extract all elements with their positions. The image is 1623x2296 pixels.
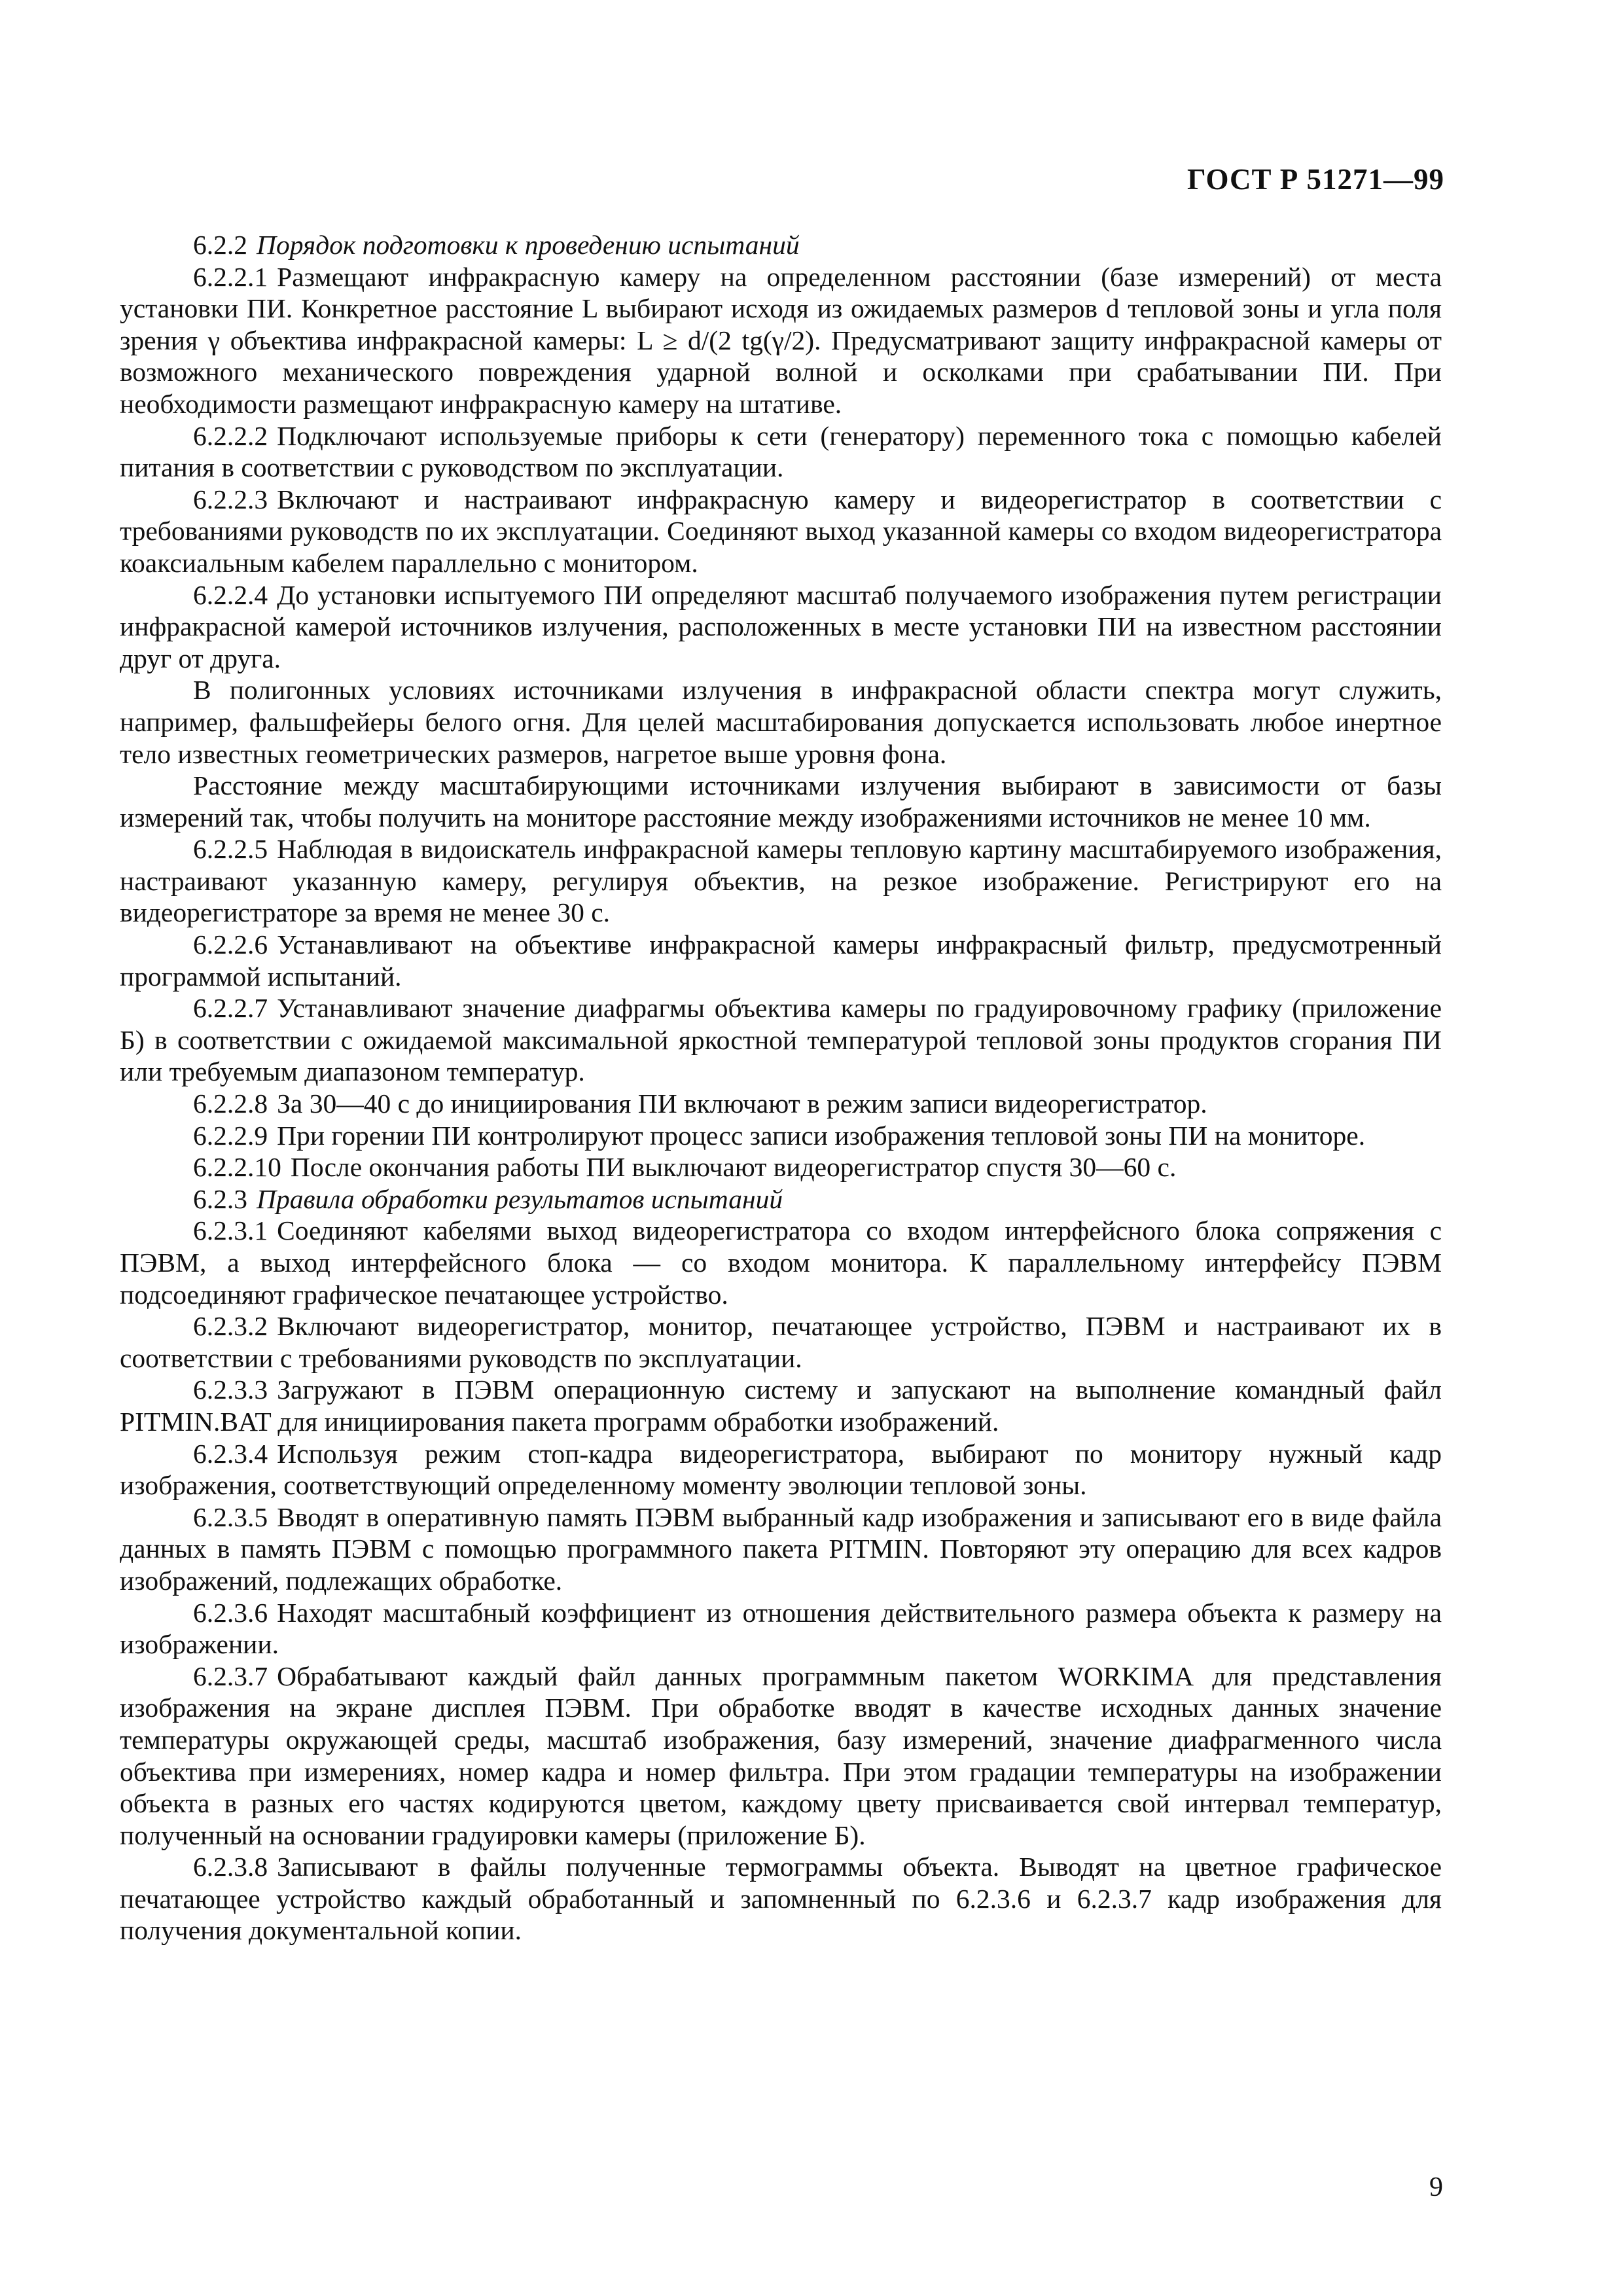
clause-6-2-3-7 bbox=[120, 1660, 1442, 1852]
clause-6-2-2 bbox=[120, 229, 1442, 261]
clause-text: Загружают в ПЭВМ операционную систему и запускают на выполнение командный файл PITMIN.BAT для инициирования пакета программ обработки изображений. bbox=[120, 1374, 1442, 1437]
clause-6-2-2-9 bbox=[120, 1120, 1442, 1152]
clause-6-2-2-6 bbox=[120, 929, 1442, 992]
clause-number: 6.2.2.6 bbox=[193, 929, 268, 960]
clause-text: Вводят в оперативную память ПЭВМ выбранный кадр изображения и записывают его в виде файла данных в память ПЭВМ с помощью программного пакета PITMIN. Повторяют эту операцию для всех кадров изображений, подлежащих обработке. bbox=[120, 1501, 1442, 1596]
clause-text: Находят масштабный коэффициент из отношения действительного размера объекта к размеру на изображении. bbox=[120, 1597, 1442, 1660]
section-heading: Порядок подготовки к проведению испытаний bbox=[257, 230, 800, 260]
clause-6-2-2-1 bbox=[120, 261, 1442, 420]
clause-6-2-2-4 bbox=[120, 579, 1442, 675]
clause-number: 6.2.2.8 bbox=[193, 1088, 268, 1119]
clause-number: 6.2.3 bbox=[193, 1183, 247, 1214]
clause-6-2-2-10 bbox=[120, 1151, 1442, 1183]
clause-number: 6.2.3.2 bbox=[193, 1311, 268, 1342]
clause-text: Устанавливают на объективе инфракрасной камеры инфракрасный фильтр, предусмотренный программой испытаний. bbox=[120, 929, 1442, 992]
clause-number: 6.2.2.10 bbox=[193, 1152, 281, 1183]
section-heading: Правила обработки результатов испытаний bbox=[257, 1183, 783, 1214]
clause-number: 6.2.2.1 bbox=[193, 261, 268, 292]
clause-text: Включают и настраивают инфракрасную камеру и видеорегистратор в соответствии с требованиями руководств по их эксплуатации. Соединяют выход указанной камеры со входом видеорегистратора коаксиальным кабелем параллельно с монитором. bbox=[120, 484, 1442, 578]
clause-6-2-3-1 bbox=[120, 1215, 1442, 1310]
clause-text: Обрабатывают каждый файл данных программным пакетом WORKIMA для представления изображения на экране дисплея ПЭВМ. При обработке вводят в качестве исходных данных значение температуры окружающей среды, масштаб изображения, базу измерений, значение диафрагменного числа объектива при измерениях, номер кадра и номер фильтра. При этом градации температуры на изображении объекта в разных его частях кодируются цветом, каждому цвету присваивается свой интервал температур, полученный на основании градуировки камеры (приложение Б). bbox=[120, 1660, 1442, 1850]
clause-number: 6.2.2.3 bbox=[193, 484, 268, 514]
clause-6-2-2-7 bbox=[120, 992, 1442, 1088]
clause-text: Используя режим стоп-кадра видеорегистратора, выбирают по монитору нужный кадр изображения, соответствующий определенному моменту эволюции тепловой зоны. bbox=[120, 1438, 1442, 1501]
clause-text: Размещают инфракрасную камеру на определенном расстоянии (базе измерений) от места установки ПИ. Конкретное расстояние L выбирают исходя из ожидаемых размеров d тепловой зоны и угла поля зрения γ объектива инфракрасной камеры: L ≥ d/(2 tg(γ/2). Предусматривают защиту инфракрасной камеры от возможного механического повреждения ударной волной и осколками при срабатывании ПИ. При необходимости размещают инфракрасную камеру на штативе. bbox=[120, 261, 1442, 419]
clause-6-2-2-5 bbox=[120, 833, 1442, 929]
clause-number: 6.2.3.6 bbox=[193, 1597, 268, 1628]
clause-6-2-3-4 bbox=[120, 1438, 1442, 1501]
clause-number: 6.2.2.5 bbox=[193, 834, 268, 865]
clause-6-2-2-2 bbox=[120, 420, 1442, 484]
document-body bbox=[120, 229, 1442, 1946]
clause-6-2-3 bbox=[120, 1183, 1442, 1215]
clause-6-2-3-6 bbox=[120, 1597, 1442, 1660]
clause-number: 6.2.2.4 bbox=[193, 579, 268, 610]
clause-text: Включают видеорегистратор, монитор, печатающее устройство, ПЭВМ и настраивают их в соответствии с требованиями руководств по эксплуатации. bbox=[120, 1311, 1442, 1373]
clause-6-2-3-5 bbox=[120, 1501, 1442, 1597]
clause-number: 6.2.3.1 bbox=[193, 1215, 268, 1246]
clause-text: После окончания работы ПИ выключают видеорегистратор спустя 30—60 с. bbox=[290, 1152, 1177, 1183]
clause-number: 6.2.3.4 bbox=[193, 1438, 268, 1469]
clause-number: 6.2.2 bbox=[193, 230, 247, 260]
clause-text: До установки испытуемого ПИ определяют масштаб получаемого изображения путем регистрации инфракрасной камерой источников излучения, расположенных в месте установки ПИ на известном расстоянии друг от друга. bbox=[120, 579, 1442, 673]
clause-text: Устанавливают значение диафрагмы объектива камеры по градуировочному графику (приложение Б) в соответствии с ожидаемой максимальной яркостной температурой тепловой зоны продуктов сгорания ПИ или требуемым диапазоном температур. bbox=[120, 993, 1442, 1087]
clause-number: 6.2.2.2 bbox=[193, 420, 268, 451]
clause-text: При горении ПИ контролируют процесс записи изображения тепловой зоны ПИ на мониторе. bbox=[277, 1120, 1366, 1151]
clause-6-2-3-2 bbox=[120, 1310, 1442, 1374]
clause-number: 6.2.3.3 bbox=[193, 1374, 268, 1405]
clause-number: 6.2.3.5 bbox=[193, 1501, 268, 1532]
paragraph-text: Расстояние между масштабирующими источниками излучения выбирают в зависимости от базы измерений так, чтобы получить на мониторе расстояние между изображениями источников не менее 10 мм. bbox=[120, 770, 1442, 833]
body-paragraph bbox=[120, 770, 1442, 833]
clause-text: Соединяют кабелями выход видеорегистратора со входом интерфейсного блока сопряжения с ПЭВМ, а выход интерфейсного блока — со входом монитора. К параллельному интерфейсу ПЭВМ подсоединяют графическое печатающее устройство. bbox=[120, 1215, 1442, 1310]
clause-number: 6.2.2.9 bbox=[193, 1120, 268, 1151]
document-header: ГОСТ Р 51271—99 bbox=[1186, 163, 1444, 196]
page-number: 9 bbox=[1429, 2172, 1443, 2202]
clause-text: Наблюдая в видоискатель инфракрасной камеры тепловую картину масштабируемого изображения, настраивают указанную камеру, регулируя объектив, на резкое изображение. Регистрируют его на видеорегистраторе за время не менее 30 с. bbox=[120, 834, 1442, 928]
clause-6-2-2-3 bbox=[120, 484, 1442, 579]
paragraph-text: В полигонных условиях источниками излучения в инфракрасной области спектра могут служить, например, фальшфейеры белого огня. Для целей масштабирования допускается использовать любое инертное тело известных геометрических размеров, нагретое выше уровня фона. bbox=[120, 675, 1442, 769]
clause-6-2-3-3 bbox=[120, 1374, 1442, 1437]
clause-number: 6.2.3.7 bbox=[193, 1660, 268, 1691]
clause-text: За 30—40 с до инициирования ПИ включают в режим записи видеорегистратор. bbox=[277, 1088, 1207, 1119]
clause-number: 6.2.3.8 bbox=[193, 1852, 268, 1882]
clause-text: Подключают используемые приборы к сети (генератору) переменного тока с помощью кабелей питания в соответствии с руководством по эксплуатации. bbox=[120, 420, 1442, 483]
clause-text: Записывают в файлы полученные термограммы объекта. Выводят на цветное графическое печатающее устройство каждый обработанный и запомненный по 6.2.3.6 и 6.2.3.7 кадр изображения для получения документальной копии. bbox=[120, 1852, 1442, 1946]
clause-6-2-3-8 bbox=[120, 1851, 1442, 1946]
clause-number: 6.2.2.7 bbox=[193, 993, 268, 1024]
body-paragraph bbox=[120, 674, 1442, 770]
clause-6-2-2-8 bbox=[120, 1088, 1442, 1120]
